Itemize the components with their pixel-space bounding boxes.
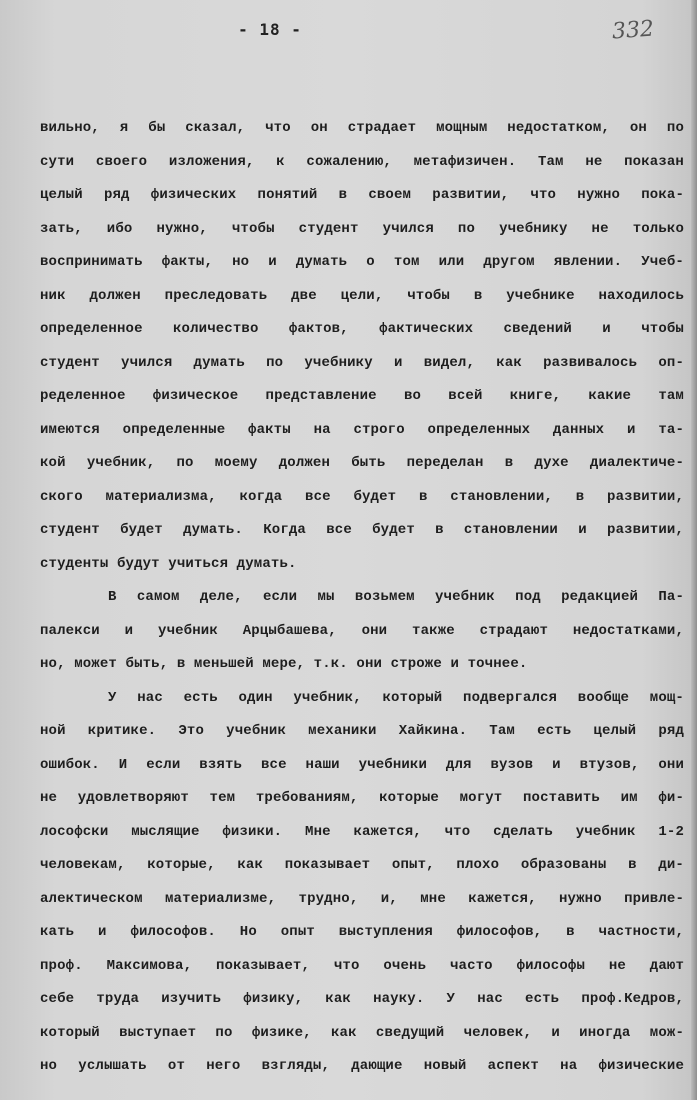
paragraph-start-line: В самом деле, если мы возьмем учебник под редакцией Па- — [108, 589, 684, 605]
text-line: студенты будут учиться думать. — [40, 555, 297, 572]
text-line: проф. Максимова, показывает, что очень часто философы не дают — [40, 957, 684, 974]
text-line: ского материализма, когда все будет в становлении, в развитии, — [40, 488, 684, 505]
text-line: который выступает по физике, как сведущий человек, и иногда мож- — [40, 1024, 684, 1041]
text-line: ошибок. И если взять все наши учебники для вузов и втузов, они — [40, 756, 684, 773]
text-line: студент будет думать. Когда все будет в становлении и развитии, — [40, 522, 684, 538]
text-line: себе труда изучить физику, как науку. У нас есть проф.Кедров, — [40, 991, 684, 1007]
paragraph-start-line: У нас есть один учебник, который подвергался вообще мощ- — [108, 689, 684, 706]
text-line: но услышать от него взгляды, дающие новый аспект на физические — [40, 1058, 684, 1074]
text-line: целый ряд физических понятий в своем развитии, что нужно пока- — [40, 187, 684, 203]
archive-number-handwritten: 332 — [611, 16, 655, 45]
text-line: алектическом материализме, трудно, и, мне кажется, нужно привле- — [40, 890, 684, 907]
text-line: определенное количество фактов, фактических сведений и чтобы — [40, 321, 684, 337]
text-line: студент учился думать по учебнику и видел, как развивалось оп- — [40, 354, 684, 371]
text-line: но, может быть, в меньшей мере, т.к. они строже и точнее. — [40, 656, 528, 672]
text-line: человекам, которые, как показывает опыт, плохо образованы в ди- — [40, 857, 684, 873]
text-line: ник должен преследовать две цели, чтобы в учебнике находилось — [40, 287, 684, 304]
text-line: сути своего изложения, к сожалению, метафизичен. Там не показан — [40, 153, 684, 170]
page-number: - 18 - — [238, 20, 302, 39]
text-line: ной критике. Это учебник механики Хайкина. Там есть целый ряд — [40, 723, 684, 739]
text-line: палекси и учебник Арцыбашева, они также страдают недостатками, — [40, 622, 684, 639]
text-line: воспринимать факты, но и думать о том или другом явлении. Учеб- — [40, 254, 684, 270]
text-line: вильно, я бы сказал, что он страдает мощным недостатком, он по — [40, 120, 684, 136]
text-line: кой учебник, по моему должен быть переделан в духе диалектиче- — [40, 455, 684, 471]
text-line: зать, ибо нужно, чтобы студент учился по учебнику не только — [40, 220, 684, 237]
text-line: не удовлетворяют тем требованиям, которые могут поставить им фи- — [40, 790, 684, 806]
text-line: лософски мыслящие физики. Мне кажется, что сделать учебник 1-2 — [40, 823, 684, 840]
text-line: имеются определенные факты на строго определенных данных и та- — [40, 421, 684, 438]
text-line: кать и философов. Но опыт выступления философов, в частности, — [40, 924, 684, 940]
page-edge-shadow — [691, 0, 697, 1100]
text-line: ределенное физическое представление во всей книге, какие там — [40, 388, 684, 404]
body-text — [40, 112, 684, 1084]
